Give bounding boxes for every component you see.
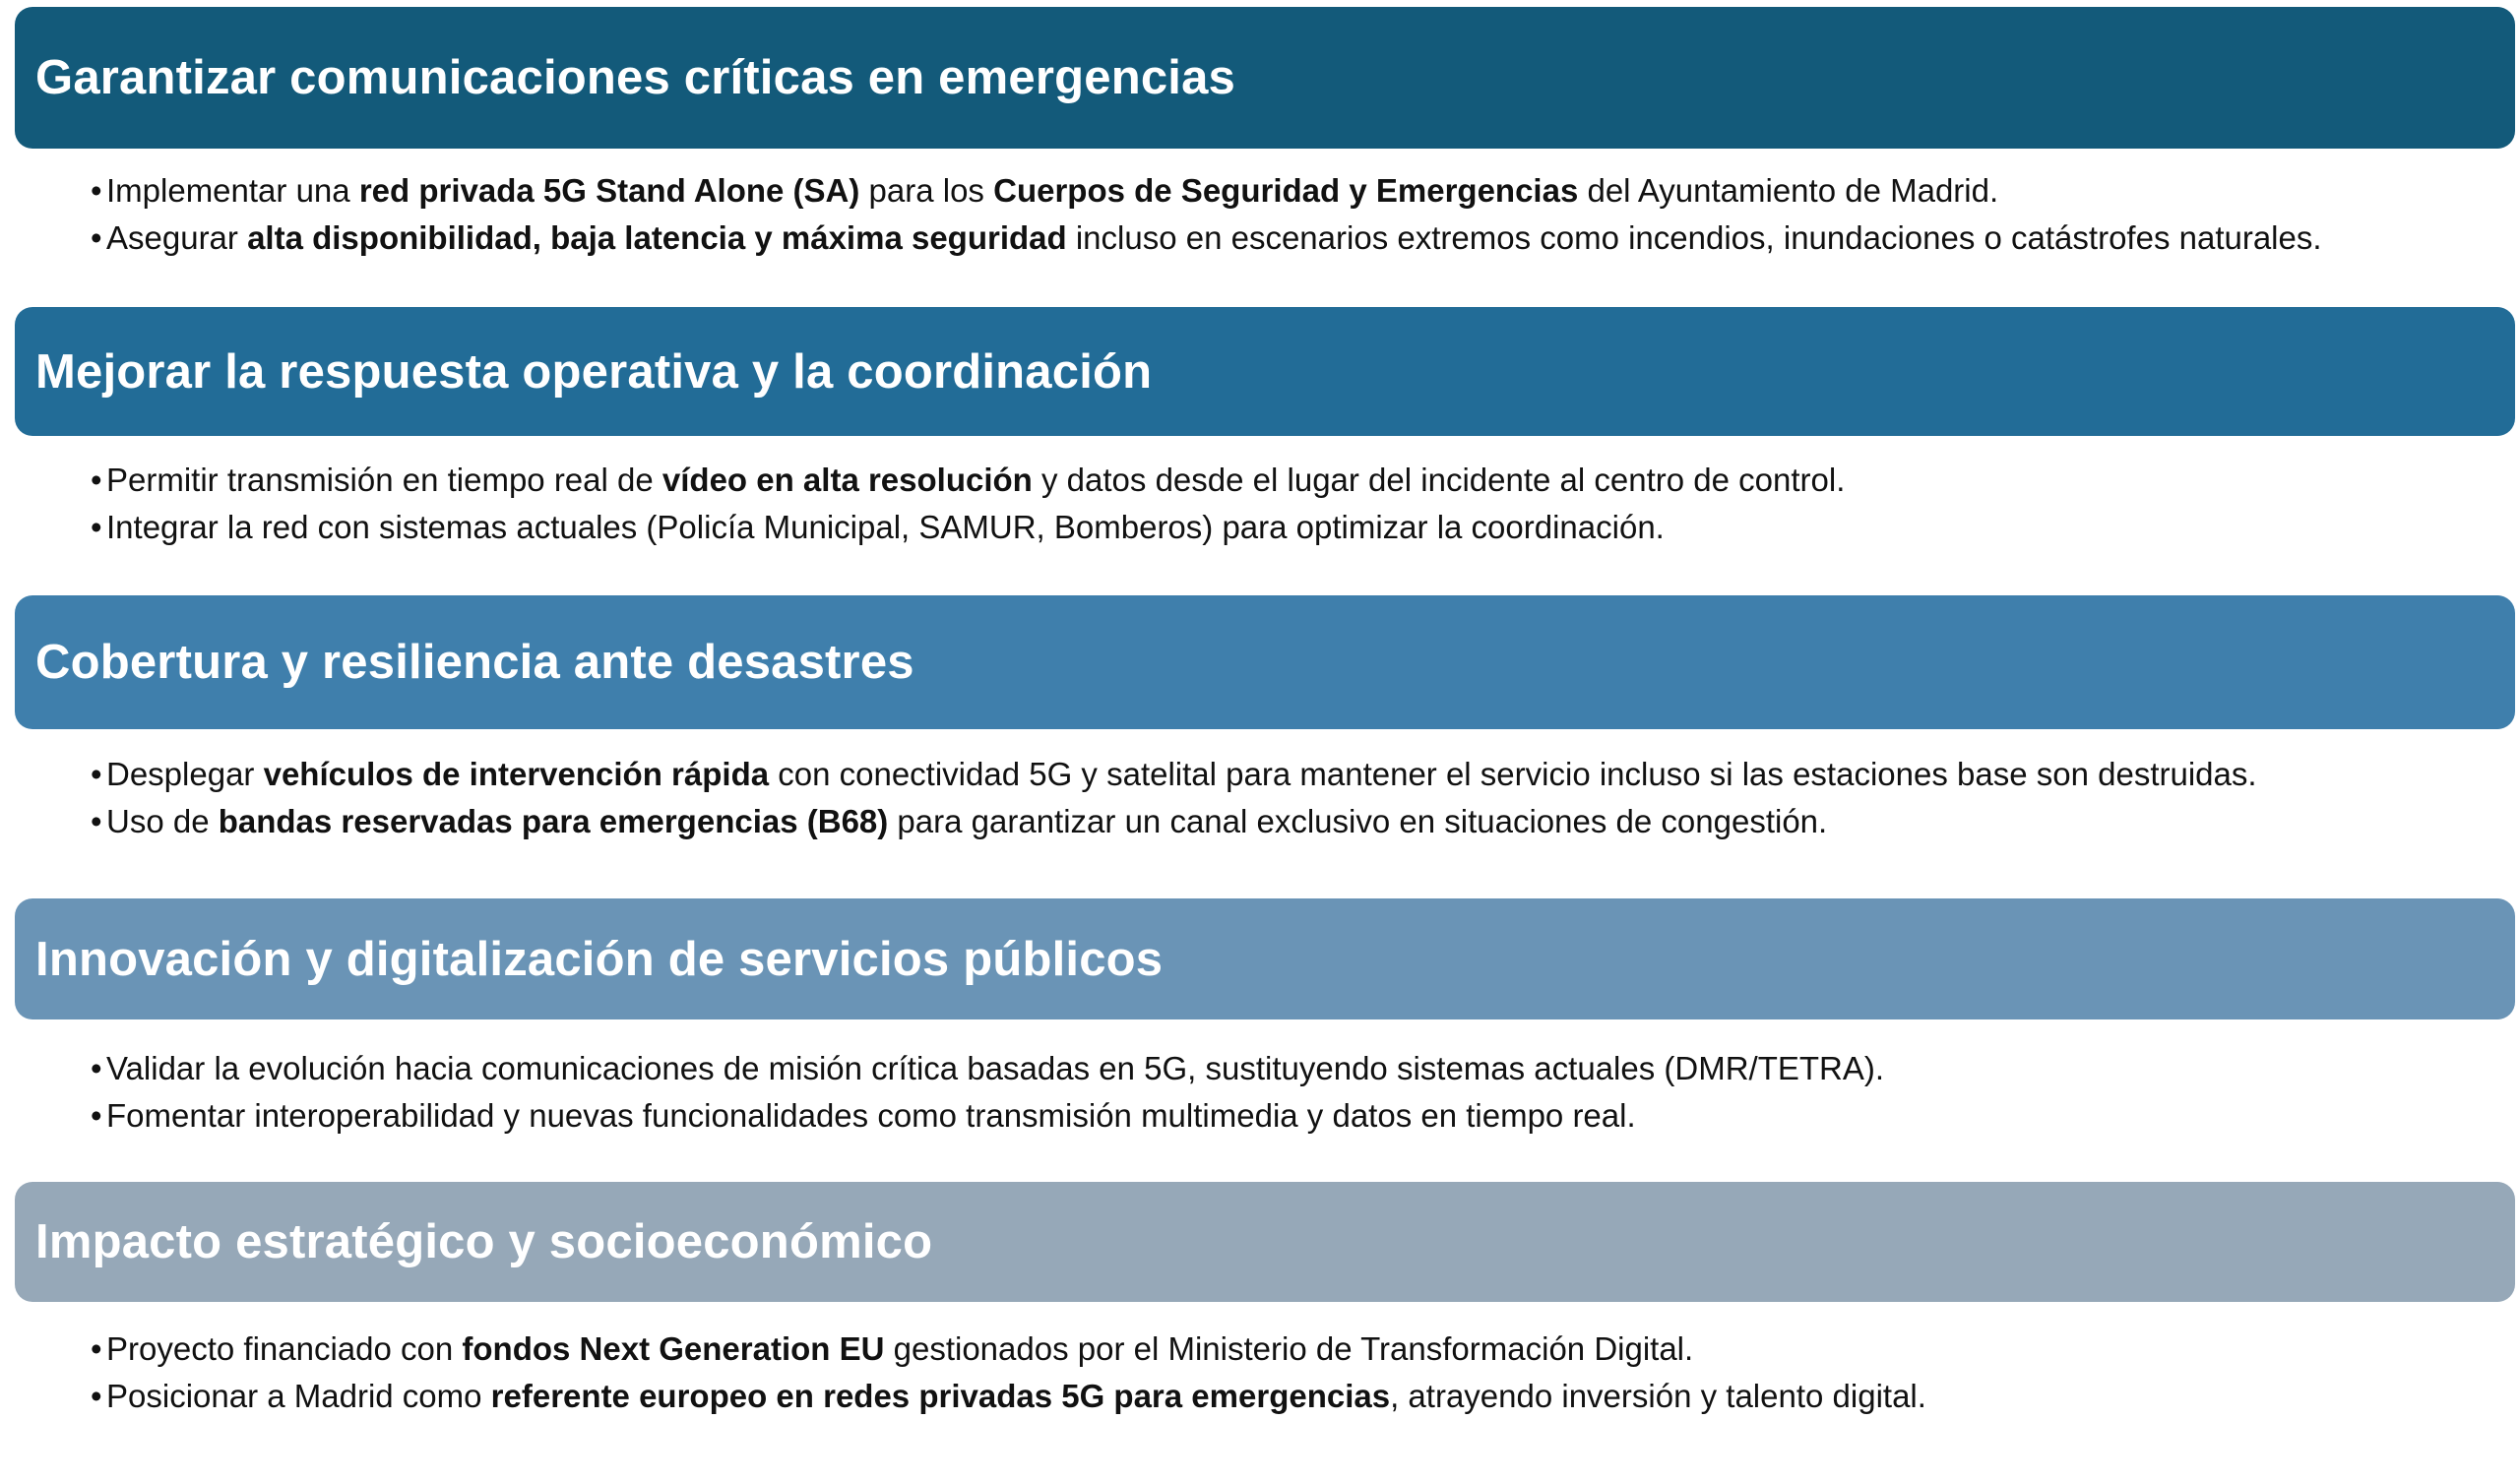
bullet-icon: • xyxy=(91,803,102,839)
bullet-run: Posicionar a Madrid como xyxy=(106,1378,491,1414)
bullet-run: gestionados por el Ministerio de Transformación Digital. xyxy=(884,1330,1694,1367)
bullet-icon: • xyxy=(91,756,102,792)
bullet-item xyxy=(91,1092,2492,1140)
section-header-critical-communications xyxy=(15,7,2515,149)
bullet-item xyxy=(91,1045,2492,1092)
bullet-text xyxy=(106,1373,1926,1420)
bullet-bold-run: referente europeo en redes privadas 5G para emergencias xyxy=(490,1378,1391,1414)
bullet-run: , atrayendo inversión y talento digital. xyxy=(1390,1378,1926,1414)
bullet-list xyxy=(91,1326,2492,1420)
bullet-item xyxy=(91,798,2492,845)
bullet-item xyxy=(91,504,2492,551)
bullet-text xyxy=(106,215,2322,262)
bullet-bold-run: red privada 5G Stand Alone (SA) xyxy=(358,172,860,209)
bullet-text xyxy=(106,1092,1636,1140)
bullet-item xyxy=(91,457,2492,504)
bullet-run: incluso en escenarios extremos como incendios, inundaciones o catástrofes naturales. xyxy=(1066,219,2322,256)
section-header-innovation-digitalization xyxy=(15,898,2515,1019)
bullet-run: Permitir transmisión en tiempo real de xyxy=(106,462,662,498)
bullet-run: y datos desde el lugar del incidente al centro de control. xyxy=(1032,462,1846,498)
bullet-item xyxy=(91,1326,2492,1373)
bullet-run: con conectividad 5G y satelital para mantener el servicio incluso si las estaciones base son destruidas. xyxy=(769,756,2257,792)
bullet-bold-run: alta disponibilidad, baja latencia y máxima seguridad xyxy=(247,219,1067,256)
section-header-coverage-resilience xyxy=(15,595,2515,729)
section-header-operational-response xyxy=(15,307,2515,436)
section-title: Cobertura y resiliencia ante desastres xyxy=(35,636,914,689)
bullet-run: Implementar una xyxy=(106,172,359,209)
bullet-item xyxy=(91,167,2492,215)
bullet-run: Integrar la red con sistemas actuales (Policía Municipal, SAMUR, Bomberos) para optimizar la coordinación. xyxy=(106,509,1665,545)
bullet-icon: • xyxy=(91,1097,102,1134)
bullet-item xyxy=(91,751,2492,798)
section-title: Impacto estratégico y socioeconómico xyxy=(35,1215,933,1268)
bullet-item xyxy=(91,215,2492,262)
bullet-bold-run: vehículos de intervención rápida xyxy=(263,756,770,792)
bullet-run: Fomentar interoperabilidad y nuevas funcionalidades como transmisión multimedia y datos en tiempo real. xyxy=(106,1097,1636,1134)
bullet-text xyxy=(106,1326,1693,1373)
bullet-run: para los xyxy=(859,172,994,209)
bullet-icon: • xyxy=(91,219,102,256)
bullet-text xyxy=(106,167,1998,215)
bullet-run: para garantizar un canal exclusivo en situaciones de congestión. xyxy=(888,803,1828,839)
bullet-item xyxy=(91,1373,2492,1420)
section-header-strategic-impact xyxy=(15,1182,2515,1302)
bullet-run: Uso de xyxy=(106,803,219,839)
bullet-text xyxy=(106,798,1827,845)
bullet-run: Asegurar xyxy=(106,219,248,256)
section-title: Garantizar comunicaciones críticas en emergencias xyxy=(35,51,1236,104)
bullet-text xyxy=(106,457,1845,504)
bullet-icon: • xyxy=(91,1050,102,1086)
bullet-bold-run: fondos Next Generation EU xyxy=(462,1330,885,1367)
bullet-bold-run: vídeo en alta resolución xyxy=(662,462,1033,498)
bullet-icon: • xyxy=(91,1378,102,1414)
bullet-run: Proyecto financiado con xyxy=(106,1330,463,1367)
bullet-icon: • xyxy=(91,172,102,209)
bullet-icon: • xyxy=(91,509,102,545)
bullet-run: Desplegar xyxy=(106,756,264,792)
bullet-text xyxy=(106,1045,1884,1092)
bullet-icon: • xyxy=(91,1330,102,1367)
bullet-text xyxy=(106,504,1665,551)
bullet-text xyxy=(106,751,2257,798)
bullet-icon: • xyxy=(91,462,102,498)
bullet-list xyxy=(91,167,2492,262)
bullet-list xyxy=(91,457,2492,551)
section-title: Innovación y digitalización de servicios públicos xyxy=(35,932,1164,986)
bullet-list xyxy=(91,1045,2492,1140)
bullet-bold-run: bandas reservadas para emergencias (B68) xyxy=(218,803,889,839)
bullet-bold-run: Cuerpos de Seguridad y Emergencias xyxy=(993,172,1579,209)
bullet-run: Validar la evolución hacia comunicaciones de misión crítica basadas en 5G, sustituyendo sistemas actuales (DMR/TETRA). xyxy=(106,1050,1885,1086)
section-title: Mejorar la respuesta operativa y la coordinación xyxy=(35,344,1153,399)
bullet-list xyxy=(91,751,2492,845)
bullet-run: del Ayuntamiento de Madrid. xyxy=(1578,172,1999,209)
